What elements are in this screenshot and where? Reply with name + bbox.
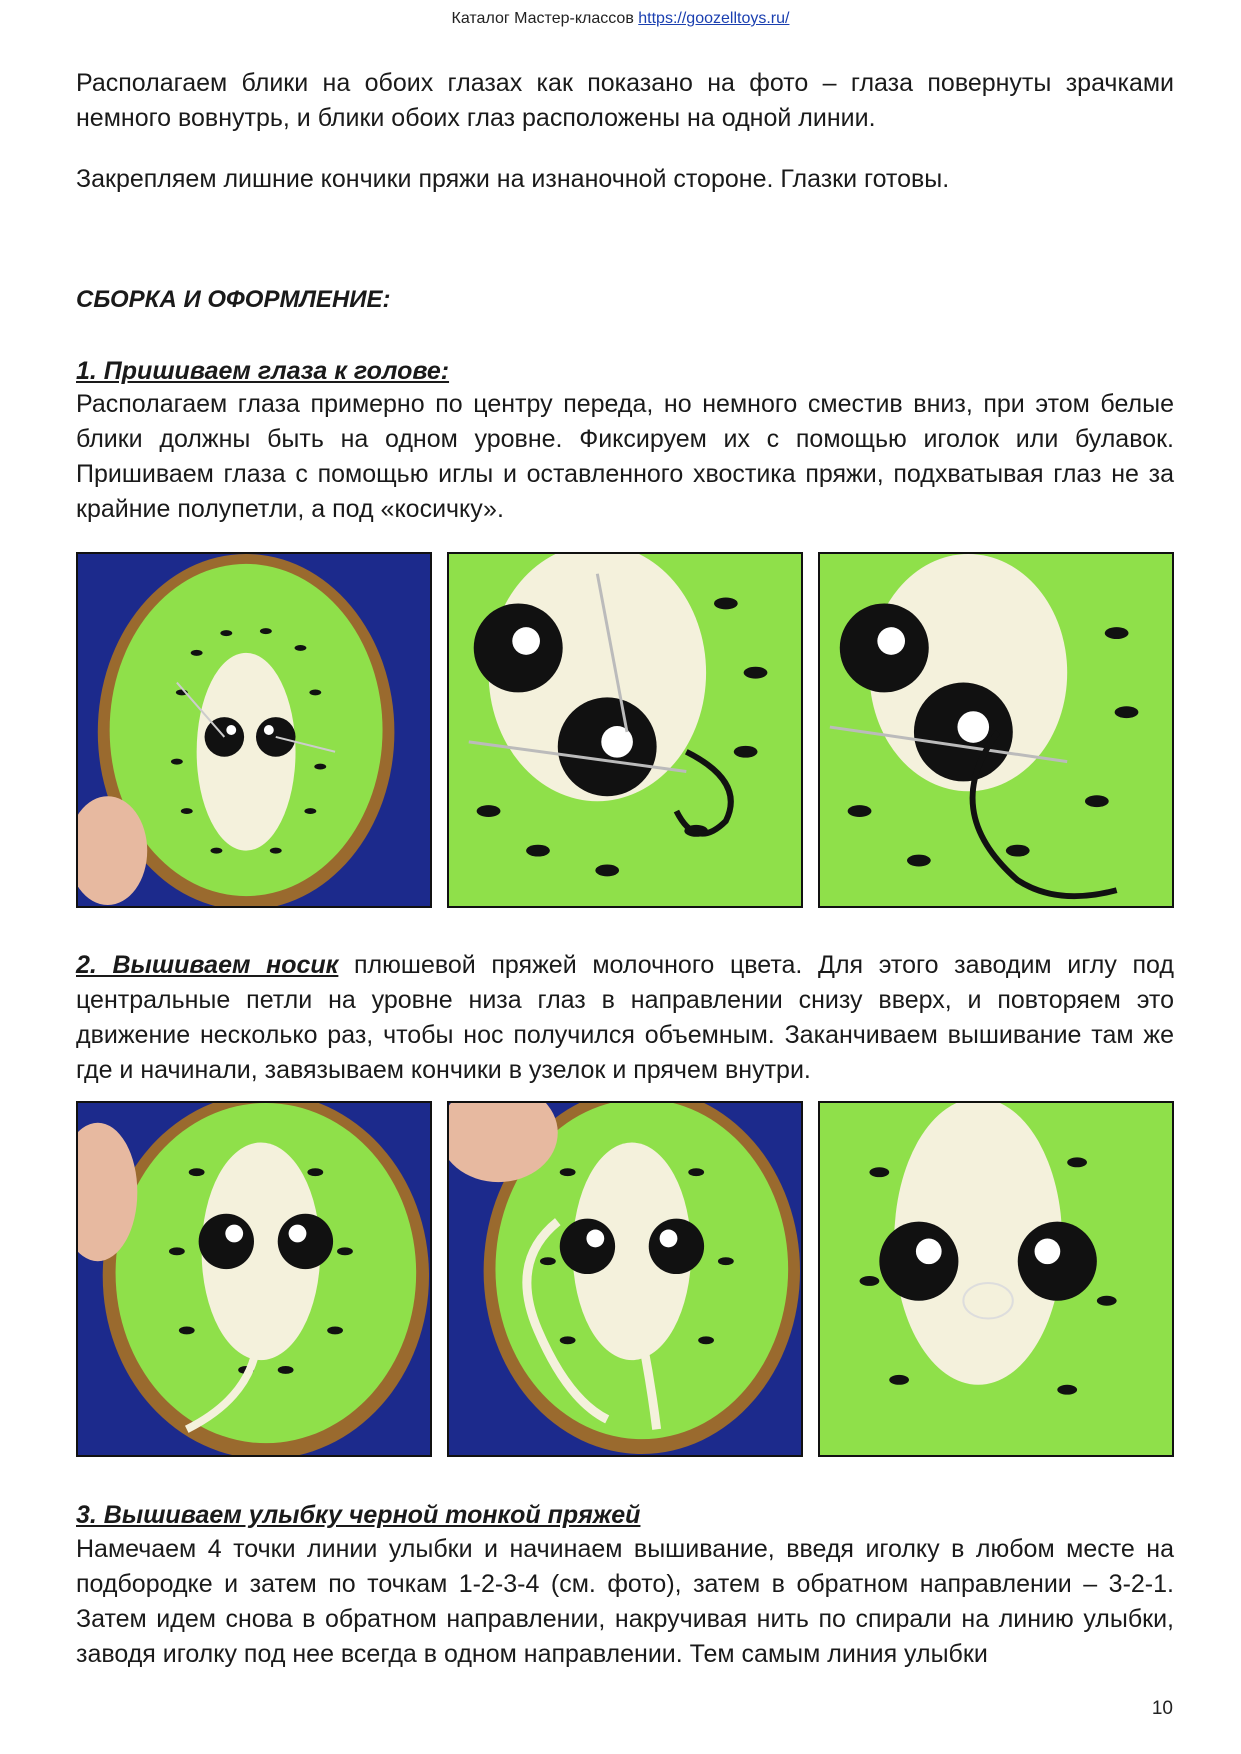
paragraph-fasten: Закрепляем лишние кончики пряжи на изнаночной стороне. Глазки готовы. xyxy=(76,165,950,193)
page-number: 10 xyxy=(1151,1698,1173,1719)
section-title: СБОРКА И ОФОРМЛЕНИЕ: xyxy=(76,286,391,313)
kiwi-photo-illustration xyxy=(449,554,801,906)
kiwi-photo-illustration xyxy=(820,554,1172,906)
step2-text: плюшевой пряжей молочного цвета. Для этого заводим иглу под центральные петли на уровне низа глаз в направлении снизу вверх, и повторяем это движение несколько раз, чтобы нос получился объемным. Заканчиваем вышивание там же где и начинали, завязываем кончики в узелок и прячем внутри. xyxy=(76,951,1175,1084)
kiwi-photo-illustration xyxy=(820,1103,1172,1455)
photo-nose-start xyxy=(76,1101,432,1457)
photo-sewing-eye-2 xyxy=(818,552,1174,908)
intro-paragraph xyxy=(76,66,1174,136)
section-heading-wrap xyxy=(76,284,1174,316)
step2-block xyxy=(76,948,1174,1088)
photo-nose-embroidering xyxy=(447,1101,803,1457)
photo-row-1 xyxy=(76,552,1174,908)
photo-eyes-pinned xyxy=(76,552,432,908)
step3-title: 3. Вышиваем улыбку черной тонкой пряжей xyxy=(76,1501,641,1529)
fasten-paragraph xyxy=(76,162,1174,197)
photo-sewing-eye-1 xyxy=(447,552,803,908)
step1-text: Располагаем глаза примерно по центру переда, но немного сместив вниз, при этом белые блики должны быть на одном уровне. Фиксируем их с помощью иголок или булавок. Пришиваем глаза с помощью иглы и оставленного хвостика пряжи, подхватывая глаз не за крайние полупетли, а под «косичку». xyxy=(76,390,1174,523)
step2-title: 2. Вышиваем носик xyxy=(76,951,339,979)
photo-nose-finished xyxy=(818,1101,1174,1457)
photo-row-2 xyxy=(76,1101,1174,1457)
step1-block xyxy=(76,355,1174,527)
catalog-label: Каталог Мастер-классов xyxy=(451,10,639,27)
step1-title: 1. Пришиваем глаза к голове: xyxy=(76,357,450,385)
catalog-link[interactable]: https://goozelltoys.ru/ xyxy=(638,10,790,27)
paragraph-highlights: Располагаем блики на обоих глазах как показано на фото – глаза повернуты зрачками немного вовнутрь, и блики обоих глаз расположены на одной линии. xyxy=(76,69,1174,132)
kiwi-photo-illustration xyxy=(78,1103,430,1455)
kiwi-photo-illustration xyxy=(78,554,430,906)
kiwi-photo-illustration xyxy=(449,1103,801,1455)
page-header xyxy=(0,10,1241,28)
step3-block xyxy=(76,1498,1174,1672)
step3-text: Намечаем 4 точки линии улыбки и начинаем вышивание, введя иголку в любом месте на подбородке и затем по точкам 1-2-3-4 (см. фото), затем в обратном направлении – 3-2-1. Затем идем снова в обратном направлении, накручивая нить по спирали на линию улыбки, заводя иголку под нее всегда в одном направлении. Тем самым линия улыбки xyxy=(76,1535,1174,1668)
